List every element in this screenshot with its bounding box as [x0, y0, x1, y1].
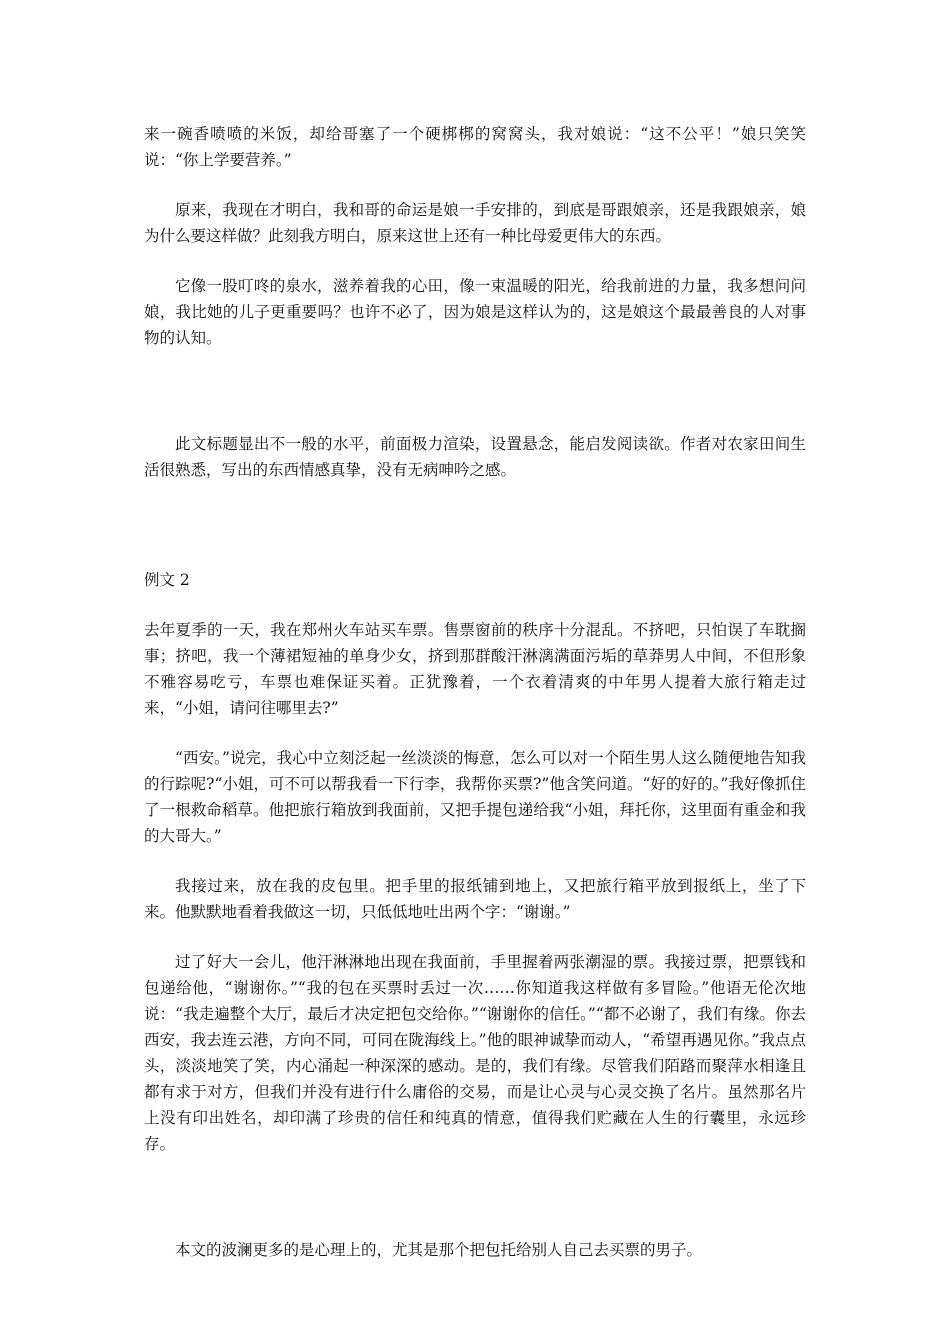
commentary-1: 此文标题显出不一般的水平，前面极力渲染，设置悬念，能启发阅读欲。作者对农家田间生活很熟悉，写出的东西情感真挚，没有无病呻吟之感。 [144, 435, 806, 479]
section-gap [144, 1157, 806, 1237]
paragraph-fate: 原来，我现在才明白，我和哥的命运是娘一手安排的，到底是哥跟娘亲，还是我跟娘亲，娘为什么要这样做？此刻我方明白，原来这世上还有一种比母爱更伟大的东西。 [144, 201, 806, 245]
paragraph-tickets: 过了好大一会儿，他汗淋淋地出现在我面前，手里握着两张潮湿的票。我接过票，把票钱和包递给他，“谢谢你。”“我的包在买票时丢过一次……你知道我这样做有多冒险。”他语无伦次地说：“我走遍整个大厅，最后才决定把包交给你。”“谢谢你的信任。”“都不必谢了，我们有缘。你去西安，我去连云港，方向不同，可同在陇海线上。”他的眼神诚挚而动人，“希望再遇见你。”我点点头，淡淡地笑了笑，内心涌起一种深深的感动。是的，我们有缘。尽管我们陌路而聚萍水相逢且都有求于对方，但我们并没有进行什么庸俗的交易，而是让心灵与心灵交换了名片。虽然那名片上没有印出姓名，却印满了珍贵的信任和纯真的情意，值得我们贮藏在人生的行囊里，永远珍存。 [144, 953, 806, 1153]
paragraph-rice: 来一碗香喷喷的米饭，却给哥塞了一个硬梆梆的窝窝头，我对娘说：“这不公平！”娘只笑笑说：“你上学要营养。” [144, 125, 806, 169]
section-gap [144, 351, 806, 431]
paragraph-gap [144, 593, 806, 617]
section-gap [144, 483, 806, 567]
paragraph-gap [144, 925, 806, 949]
commentary-2: 本文的波澜更多的是心理上的，尤其是那个把包托给别人自己去买票的男子。 [175, 1241, 703, 1259]
paragraph-station: 去年夏季的一天，我在郑州火车站买车票。售票窗前的秩序十分混乱。不挤吧，只怕误了车耽搁事；挤吧，我一个薄裙短袖的单身少女，挤到那群酸汗淋漓满面污垢的草莽男人中间，不但形象不雅容易吃亏，车票也难保证买着。正犹豫着，一个衣着清爽的中年男人提着大旅行箱走过来，“小姐，请问往哪里去?” [144, 621, 806, 717]
paragraph-sit: 我接过来，放在我的皮包里。把手里的报纸铺到地上，又把旅行箱平放到报纸上，坐了下来。他默默地看着我做这一切，只低低地吐出两个字：“谢谢。” [144, 877, 806, 921]
document-page [144, 121, 806, 1263]
paragraph-gap [144, 849, 806, 873]
paragraph-gap [144, 721, 806, 745]
paragraph-gap [144, 249, 806, 273]
paragraph-spring: 它像一股叮咚的泉水，滋养着我的心田，像一束温暖的阳光，给我前进的力量，我多想问问娘，我比她的儿子更重要吗？也许不必了，因为娘是这样认为的，这是娘这个最最善良的人对事物的认知。 [144, 277, 806, 347]
paragraph-gap [144, 173, 806, 197]
example-heading: 例文 2 [144, 571, 190, 589]
paragraph-xian: “西安。”说完，我心中立刻泛起一丝淡淡的悔意，怎么可以对一个陌生男人这么随便地告知我的行踪呢?“小姐，可不可以帮我看一下行李，我帮你买票?”他含笑问道。“好的好的。”我好像抓住了一根救命稻草。他把旅行箱放到我面前，又把手提包递给我“小姐，拜托你，这里面有重金和我的大哥大。” [144, 749, 806, 845]
